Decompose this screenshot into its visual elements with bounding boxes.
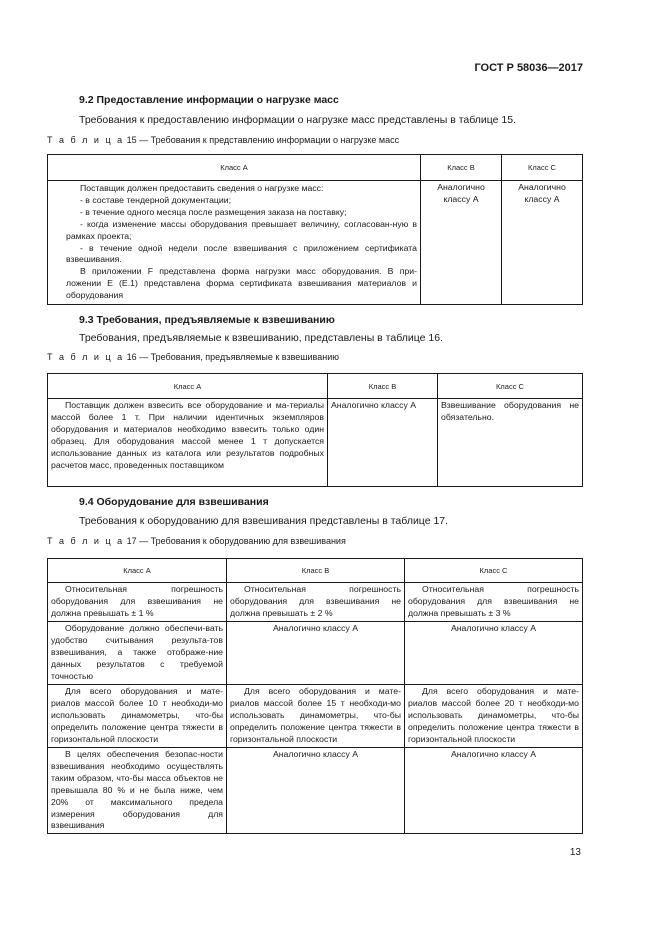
table-17-caption — [47, 536, 346, 546]
table-16-cell-class-b: Аналогично классу А — [328, 399, 438, 487]
table-17-cell: Аналогично классу А — [405, 622, 583, 685]
table-15-line: - в составе тендерной документации; — [80, 194, 232, 205]
table-16-header-class-a: Класс A — [48, 374, 328, 399]
table-15-caption-text: 15 — Требования к представлению информации о нагрузке масс — [126, 135, 400, 145]
table-row — [48, 685, 583, 748]
table-15-line: В приложении F представлена форма нагрузки масс оборудования. В при-ложении Е (Е.1) представлена форма сертификата взвешивания материалов и оборудования — [66, 266, 417, 301]
table-15-cell-class-b: Аналогично классу А — [421, 181, 502, 305]
section-9-3-heading: 9.3 Требования, предъявляемые к взвешиванию — [79, 314, 335, 326]
table-15-line: Поставщик должен предоставить сведения о нагрузке масс: — [80, 183, 324, 193]
table-17-cell: Аналогично классу А — [227, 748, 405, 834]
table-15-line: - в течение одной недели после взвешивания с приложением сертификата взвешивания. — [66, 242, 417, 265]
table-17-cell: Оборудование должно обеспечи-вать удобство считывания результа-тов взвешивания, а также отображе-ние данных результатов с требуемой точностью — [48, 622, 227, 685]
table-17-header-class-a: Класс A — [48, 559, 227, 583]
table-15-caption-prefix: Т а б л и ц а — [47, 135, 125, 145]
table-16-caption-prefix: Т а б л и ц а — [47, 352, 125, 362]
table-15 — [47, 154, 583, 305]
table-17-cell: Для всего оборудования и мате-риалов массой более 20 т необходи-мо использовать динамометры, что-бы определить положение центра тяжести в горизонтальной плоскости — [405, 685, 583, 748]
table-row — [48, 583, 583, 622]
table-15-cell-class-c: Аналогично классу А — [502, 181, 583, 305]
table-17-cell: Аналогично классу А — [405, 748, 583, 834]
table-15-caption — [47, 135, 399, 145]
section-9-3-paragraph: Требования, предъявляемые к взвешиванию, представлены в таблице 16. — [79, 332, 443, 344]
table-16 — [47, 373, 583, 487]
table-15-line: - когда изменение массы оборудования превышает величину, согласован-ную в рамках проекта; — [66, 218, 417, 241]
table-16-caption — [47, 352, 339, 362]
table-17-cell: Для всего оборудования и мате-риалов массой более 15 т необходи-мо использовать динамометры, что-бы определить положение центра тяжести в горизонтальной плоскости — [227, 685, 405, 748]
table-17-cell: Относительная погрешность оборудования для взвешивания не должна превышать ± 2 % — [227, 583, 405, 622]
table-17-cell: Аналогично классу А — [227, 622, 405, 685]
table-17-cell: В целях обеспечения безопас-ности взвешивания необходимо осуществлять таким образом, что-бы масса объектов не превышала 80 % и не была ниже, чем 20% от максимального предела измерения оборудования для взвешивания — [48, 748, 227, 834]
table-15-line: - в течение одного месяца после размещения заказа на поставку; — [80, 206, 347, 217]
section-9-2-heading: 9.2 Предоставление информации о нагрузке масс — [79, 94, 339, 106]
table-17-cell: Для всего оборудования и мате-риалов массой более 10 т необходи-мо использовать динамометры, что-бы определить положение центра тяжести в горизонтальной плоскости — [48, 685, 227, 748]
table-17-caption-prefix: Т а б л и ц а — [47, 536, 125, 546]
standard-code: ГОСТ Р 58036—2017 — [474, 62, 583, 74]
table-15-header-class-b: Класс B — [421, 155, 502, 181]
table-16-caption-text: 16 — Требования, предъявляемые к взвешиванию — [126, 352, 339, 362]
table-16-cell-class-a: Поставщик должен взвесить все оборудование и ма-териалы массой более 1 т. При наличии идентичных экземпляров оборудования и материалов необходимо взвесить только один образец. Для оборудования массой менее 1 т допускается использование данных из каталога или результатов подробных расчетов масс, проведенных поставщиком — [48, 399, 328, 487]
table-17-header-class-c: Класс C — [405, 559, 583, 583]
table-16-cell-class-c: Взвешивание оборудования не обязательно. — [438, 399, 583, 487]
table-row — [48, 748, 583, 834]
table-15-header-class-a: Класс A — [48, 155, 421, 181]
table-row — [48, 622, 583, 685]
table-16-header-class-b: Класс B — [328, 374, 438, 399]
table-17-cell: Относительная погрешность оборудования для взвешивания не должна превышать ± 1 % — [48, 583, 227, 622]
table-17-cell: Относительная погрешность оборудования для взвешивания не должна превышать ± 3 % — [405, 583, 583, 622]
page-number: 13 — [569, 847, 581, 858]
table-17-caption-text: 17 — Требования к оборудованию для взвешивания — [126, 536, 346, 546]
section-9-4-heading: 9.4 Оборудование для взвешивания — [79, 496, 269, 508]
table-15-cell-class-a — [48, 181, 421, 305]
table-16-header-class-c: Класс C — [438, 374, 583, 399]
table-17 — [47, 558, 583, 834]
table-17-header-class-b: Класс B — [227, 559, 405, 583]
section-9-2-paragraph: Требования к предоставлению информации о нагрузке масс представлены в таблице 15. — [79, 114, 517, 126]
section-9-4-paragraph: Требования к оборудованию для взвешивания представлены в таблице 17. — [79, 515, 449, 527]
table-15-header-class-c: Класс C — [502, 155, 583, 181]
